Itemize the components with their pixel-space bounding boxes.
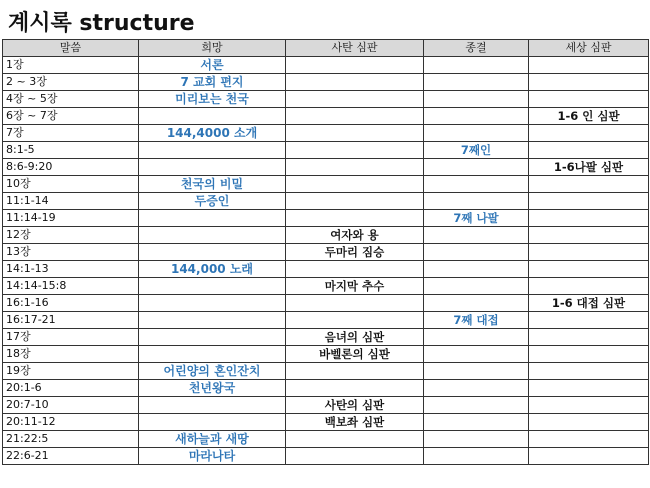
conclusion-cell [424,431,529,448]
table-row [3,91,649,108]
table-row [3,159,649,176]
table-row [3,176,649,193]
world-judgment-cell [529,244,649,261]
satan-judgment-cell [286,431,424,448]
conclusion-cell [424,278,529,295]
world-judgment-cell [529,363,649,380]
conclusion-cell [424,346,529,363]
conclusion-cell [424,91,529,108]
conclusion-cell [424,329,529,346]
satan-judgment-cell [286,159,424,176]
world-judgment-cell [529,210,649,227]
scripture-cell: 16:17-21 [3,312,139,329]
hope-cell [139,159,286,176]
conclusion-cell [424,57,529,74]
table-row [3,380,649,397]
table-row [3,397,649,414]
scripture-cell: 2 ~ 3장 [3,74,139,91]
scripture-cell: 20:7-10 [3,397,139,414]
column-header-world-judgment: 세상 심판 [529,40,649,57]
scripture-cell: 22:6-21 [3,448,139,465]
conclusion-cell: 7째 나팔 [424,210,529,227]
conclusion-cell [424,193,529,210]
hope-cell [139,414,286,431]
satan-judgment-cell [286,380,424,397]
page-title: 계시록 structure [8,11,195,36]
scripture-cell: 4장 ~ 5장 [3,91,139,108]
satan-judgment-cell [286,74,424,91]
world-judgment-cell [529,142,649,159]
world-judgment-cell [529,278,649,295]
table-row [3,74,649,91]
satan-judgment-cell [286,261,424,278]
satan-judgment-cell: 바벨론의 심판 [286,346,424,363]
conclusion-cell [424,227,529,244]
conclusion-cell [424,176,529,193]
conclusion-cell [424,414,529,431]
satan-judgment-cell [286,193,424,210]
satan-judgment-cell: 백보좌 심판 [286,414,424,431]
scripture-cell: 12장 [3,227,139,244]
conclusion-cell [424,244,529,261]
column-header-scripture: 말씀 [3,40,139,57]
conclusion-cell [424,380,529,397]
satan-judgment-cell: 마지막 추수 [286,278,424,295]
hope-cell: 어린양의 혼인잔치 [139,363,286,380]
scripture-cell: 6장 ~ 7장 [3,108,139,125]
table-row [3,108,649,125]
world-judgment-cell [529,227,649,244]
satan-judgment-cell [286,363,424,380]
satan-judgment-cell: 여자와 용 [286,227,424,244]
conclusion-cell: 7째인 [424,142,529,159]
hope-cell: 두증인 [139,193,286,210]
satan-judgment-cell: 음녀의 심판 [286,329,424,346]
table-row [3,261,649,278]
hope-cell: 천년왕국 [139,380,286,397]
column-header-satan-judgment: 사탄 심판 [286,40,424,57]
table-row [3,142,649,159]
satan-judgment-cell: 두마리 짐승 [286,244,424,261]
table-row [3,125,649,142]
hope-cell [139,346,286,363]
hope-cell [139,142,286,159]
scripture-cell: 21:22:5 [3,431,139,448]
table-row [3,431,649,448]
hope-cell: 새하늘과 새땅 [139,431,286,448]
hope-cell [139,278,286,295]
conclusion-cell [424,448,529,465]
satan-judgment-cell [286,210,424,227]
world-judgment-cell [529,91,649,108]
hope-cell: 천국의 비밀 [139,176,286,193]
world-judgment-cell [529,448,649,465]
satan-judgment-cell [286,108,424,125]
hope-cell: 미리보는 천국 [139,91,286,108]
hope-cell: 서론 [139,57,286,74]
world-judgment-cell [529,261,649,278]
world-judgment-cell [529,312,649,329]
hope-cell [139,312,286,329]
hope-cell [139,210,286,227]
scripture-cell: 11:14-19 [3,210,139,227]
conclusion-cell [424,74,529,91]
world-judgment-cell: 1-6 인 심판 [529,108,649,125]
scripture-cell: 20:1-6 [3,380,139,397]
table-row [3,210,649,227]
hope-cell: 마라나타 [139,448,286,465]
table-body [3,57,649,465]
world-judgment-cell [529,57,649,74]
scripture-cell: 8:1-5 [3,142,139,159]
table-row [3,329,649,346]
satan-judgment-cell [286,312,424,329]
scripture-cell: 8:6-9:20 [3,159,139,176]
table-header-row [3,40,649,57]
hope-cell [139,244,286,261]
conclusion-cell [424,159,529,176]
satan-judgment-cell [286,91,424,108]
satan-judgment-cell [286,295,424,312]
conclusion-cell [424,125,529,142]
scripture-cell: 14:1-13 [3,261,139,278]
satan-judgment-cell [286,176,424,193]
table-row [3,414,649,431]
scripture-cell: 11:1-14 [3,193,139,210]
conclusion-cell [424,295,529,312]
table-row [3,227,649,244]
scripture-cell: 20:11-12 [3,414,139,431]
table-row [3,346,649,363]
hope-cell [139,397,286,414]
table-row [3,363,649,380]
table-row [3,312,649,329]
hope-cell: 144,4000 소개 [139,125,286,142]
scripture-cell: 1장 [3,57,139,74]
scripture-cell: 14:14-15:8 [3,278,139,295]
scripture-cell: 17장 [3,329,139,346]
world-judgment-cell [529,431,649,448]
world-judgment-cell: 1-6나팔 심판 [529,159,649,176]
world-judgment-cell [529,74,649,91]
world-judgment-cell [529,176,649,193]
table-row [3,448,649,465]
satan-judgment-cell [286,448,424,465]
hope-cell: 144,000 노래 [139,261,286,278]
conclusion-cell [424,397,529,414]
hope-cell: 7 교회 편지 [139,74,286,91]
scripture-cell: 18장 [3,346,139,363]
satan-judgment-cell [286,142,424,159]
world-judgment-cell: 1-6 대접 심판 [529,295,649,312]
world-judgment-cell [529,397,649,414]
world-judgment-cell [529,380,649,397]
column-header-conclusion: 종결 [424,40,529,57]
table-row [3,193,649,210]
satan-judgment-cell: 사탄의 심판 [286,397,424,414]
world-judgment-cell [529,414,649,431]
world-judgment-cell [529,193,649,210]
conclusion-cell [424,363,529,380]
column-header-hope: 희망 [139,40,286,57]
scripture-cell: 10장 [3,176,139,193]
hope-cell [139,108,286,125]
scripture-cell: 7장 [3,125,139,142]
world-judgment-cell [529,329,649,346]
hope-cell [139,329,286,346]
hope-cell [139,295,286,312]
scripture-cell: 19장 [3,363,139,380]
hope-cell [139,227,286,244]
satan-judgment-cell [286,57,424,74]
conclusion-cell [424,108,529,125]
table-row [3,295,649,312]
table-row [3,278,649,295]
scripture-cell: 16:1-16 [3,295,139,312]
scripture-cell: 13장 [3,244,139,261]
table-row [3,57,649,74]
world-judgment-cell [529,125,649,142]
table-row [3,244,649,261]
world-judgment-cell [529,346,649,363]
conclusion-cell [424,261,529,278]
satan-judgment-cell [286,125,424,142]
conclusion-cell: 7째 대접 [424,312,529,329]
revelation-structure-table [2,39,649,465]
